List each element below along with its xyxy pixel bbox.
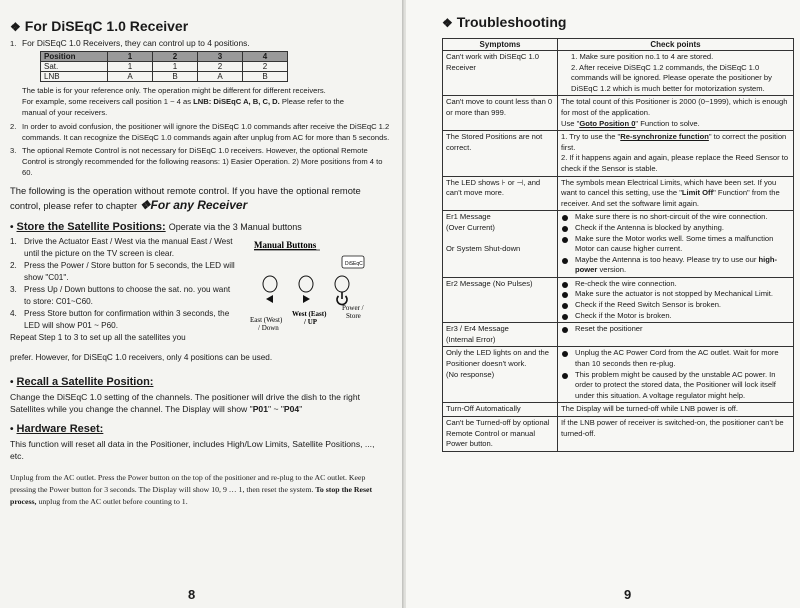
operation-paragraph: The following is the operation without remote control. If you have the optional remote control, please refer to chapter ❖For any Receiver (10, 185, 361, 212)
bullet-icon: • (10, 377, 14, 388)
symptom-cell: Er1 Message (Over Current) Or System Shut-down (443, 211, 558, 278)
table-cell: 2 (243, 62, 288, 72)
symptom-cell: Can't be Turned-off by optional Remote Control or manual Power button. (443, 417, 558, 452)
table-cell: 2 (198, 62, 243, 72)
list-item: 3. The optional Remote Control is not necessary for DiSEqC 1.0 receivers. However, the optional Remote Control is strongly recommended for the following reasons: 1) Easier Operation. 2) More positions from 4 to 60. (10, 146, 383, 177)
diamond-bullet-icon: ❖ (442, 16, 453, 30)
bullet-icon (562, 237, 568, 243)
table-cell: B (243, 72, 288, 82)
table-row (443, 51, 794, 96)
check-cell: The Display will be turned-off while LNB power is off. (558, 403, 794, 417)
table-header-cell: Position (41, 52, 108, 62)
bullet-icon (562, 373, 568, 379)
table-row (443, 176, 794, 211)
bullet-icon (562, 314, 568, 320)
east-button (263, 276, 277, 292)
table-row (443, 403, 794, 417)
west-button (299, 276, 313, 292)
section-title-diseqc: ❖ For DiSEqC 1.0 Receiver (10, 18, 189, 34)
power-store-button (335, 276, 349, 292)
check-cell: The symbols mean Electrical Limits, which have been set. If you want to cancel this setting, use the "Limit Off" Function" from the receiver. And set the software limit again. (558, 176, 794, 211)
check-cell: 1. Try to use the "Re-synchronize function" to correct the position first. 2. If it happens again and again, please replace the Reed Sensor to check if the Sensor is stable. (558, 131, 794, 176)
table-cell: Sat. (41, 62, 108, 72)
diamond-bullet-icon: ❖ (10, 20, 21, 34)
check-cell: Unplug the AC Power Cord from the AC outlet. Wait for more than 10 seconds then re-plug. This problem might be caused by the unstable AC power. In order to protect the stored data, the Positioner will lock itself under this situation. A voltage regulator might help. (558, 347, 794, 403)
bullet-icon (562, 292, 568, 298)
check-cell: If the LNB power of receiver is switched-on, the positioner can't be turned-off. (558, 417, 794, 452)
right-arrow-icon (303, 295, 310, 303)
step-item: 3. Press Up / Down buttons to choose the sat. no. you want to store: C01~C60. (10, 285, 231, 306)
check-cell: 1. Make sure position no.1 to 4 are stored. 2. After receive DiSEqC 1.2 commands, the DiSEqC 1.0 commands will be ignored. Please operate the positioner by DiSEqC 1.2 which is much better for motorization system. (558, 51, 794, 96)
bullet-icon (562, 226, 568, 232)
recall-text: Change the DiSEqC 1.0 setting of the channels. The positioner will drive the dish to the right Satellites while you change the channel. The Display will show "P01" ~ "P04" (10, 392, 361, 414)
prefer-note: prefer. However, for DiSEqC 1.0 receivers, only 4 positions can be used. (10, 353, 273, 362)
store-label: Store (346, 312, 361, 320)
symptom-cell: Er2 Message (No Pulses) (443, 277, 558, 322)
column-header-check-points: Check points (558, 39, 794, 51)
left-arrow-icon (266, 295, 273, 303)
symptom-cell: Turn-Off Automatically (443, 403, 558, 417)
table-row (443, 277, 794, 322)
table-header-cell: 1 (108, 52, 153, 62)
check-cell: Re-check the wire connection. Make sure the actuator is not stopped by Mechanical Limit. Check if the Reed Switch Sensor is broken. Check if the Motor is broken. (558, 277, 794, 322)
table-cell: B (153, 72, 198, 82)
column-header-symptoms: Symptoms (443, 39, 558, 51)
table-header-cell: 2 (153, 52, 198, 62)
table-header-cell: 3 (198, 52, 243, 62)
svg-text:DiSEqC: DiSEqC (345, 261, 363, 267)
troubleshooting-table (442, 38, 794, 452)
reset-heading: • Hardware Reset: (10, 423, 104, 435)
store-steps (10, 236, 390, 368)
store-heading: • Store the Satellite Positions: Operate via the 3 Manual buttons (10, 221, 302, 233)
diamond-bullet-icon: ❖ (139, 198, 151, 212)
page-9 (406, 0, 800, 608)
table-row (443, 96, 794, 131)
symptom-cell: The LED shows ⊦ or ⊣, and can't move more. (443, 176, 558, 211)
table-cell: A (108, 72, 153, 82)
bullet-icon (562, 282, 568, 288)
check-cell: Make sure there is no short-circuit of the wire connection. Check if the Antenna is blocked by anything. Make sure the Motor works well. Some times a malfunction Motor can cause higher current. Maybe the Antenna is too heavy. Please try to use our high-power version. (558, 211, 794, 278)
down-label: / Down (258, 324, 279, 332)
bullet-icon: • (10, 424, 14, 435)
check-cell: Reset the positioner (558, 323, 794, 347)
table-row (443, 323, 794, 347)
page-number: 8 (188, 587, 196, 602)
bullet-icon (562, 327, 568, 333)
list-item: 2. In order to avoid confusion, the positioner will ignore the DiSEqC 1.0 commands after receive the DiSEqC 1.2 commands. It can recognize the DiSEqC 1.0 commands again after unplug from AC for more than 5 seconds. (10, 122, 390, 142)
east-label: East (West) (250, 316, 283, 324)
recall-heading: • Recall a Satellite Position: (10, 376, 154, 388)
table-row (443, 211, 794, 278)
bullet-icon (562, 215, 568, 221)
up-label: / UP (304, 318, 318, 326)
reset-instructions: Unplug from the AC outlet. Press the Power button on the top of the positioner and re-plug to the AC outlet. Keep pressing the Power button for 3 seconds. The Display will show 10, 9 … 1, then reset the system. To stop the Reset process, unplug from the AC outlet before counting to 1. (10, 473, 373, 506)
power-label: Power / (342, 304, 364, 312)
repeat-note: Repeat Step 1 to 3 to set up all the satellites you (10, 333, 186, 342)
table-cell: A (198, 72, 243, 82)
power-icon (337, 292, 347, 305)
symptom-cell: Only the LED lights on and the Positioner doesn't work. (No response) (443, 347, 558, 403)
check-cell: The total count of this Positioner is 2000 (0~1999), which is enough for most of the application. Use "Goto Position 0" Function to solve. (558, 96, 794, 131)
table-header-cell: 4 (243, 52, 288, 62)
bullet-icon: • (10, 222, 14, 233)
section-title-troubleshooting: ❖ Troubleshooting (442, 14, 567, 30)
chapter-reference: For any Receiver (150, 198, 248, 212)
table-note: The table is for your reference only. The operation might be different for different receivers. For example, some receivers call position 1 ~ 4 as LNB: DiSEqC A, B, C, D. Please refer to the manual of your receivers. (22, 86, 344, 117)
bullet-icon (562, 303, 568, 309)
diagram-title: Manual Buttons (254, 240, 317, 250)
page-number: 9 (624, 587, 632, 602)
west-label: West (East) (292, 310, 327, 318)
table-cell: 1 (108, 62, 153, 72)
step-item: 1. Drive the Actuator East / West via the manual East / West until the picture on the TV screen is clear. (10, 237, 233, 258)
table-cell: LNB (41, 72, 108, 82)
manual-buttons-diagram (246, 236, 376, 336)
symptom-cell: The Stored Positions are not correct. (443, 131, 558, 176)
intro-item: 1. For DiSEqC 1.0 Receivers, they can control up to 4 positions. (10, 38, 250, 48)
step-item: 4. Press Store button for confirmation within 3 seconds, the LED will show P01 ~ P60. (10, 309, 230, 330)
symptom-cell: Can't move to count less than 0 or more than 999. (443, 96, 558, 131)
position-table (40, 51, 288, 82)
table-row (443, 417, 794, 452)
reset-text: This function will reset all data in the Positioner, includes High/Low Limits, Satellite Positions, ..., etc. (10, 439, 375, 461)
table-row (443, 131, 794, 176)
bullet-icon (562, 258, 568, 264)
symptom-cell: Er3 / Er4 Message (Internal Error) (443, 323, 558, 347)
step-item: 2. Press the Power / Store button for 5 seconds, the LED will show "C01". (10, 261, 235, 282)
table-row (443, 347, 794, 403)
table-cell: 1 (153, 62, 198, 72)
symptom-cell: Can't work with DiSEqC 1.0 Receiver (443, 51, 558, 96)
bullet-icon (562, 351, 568, 357)
